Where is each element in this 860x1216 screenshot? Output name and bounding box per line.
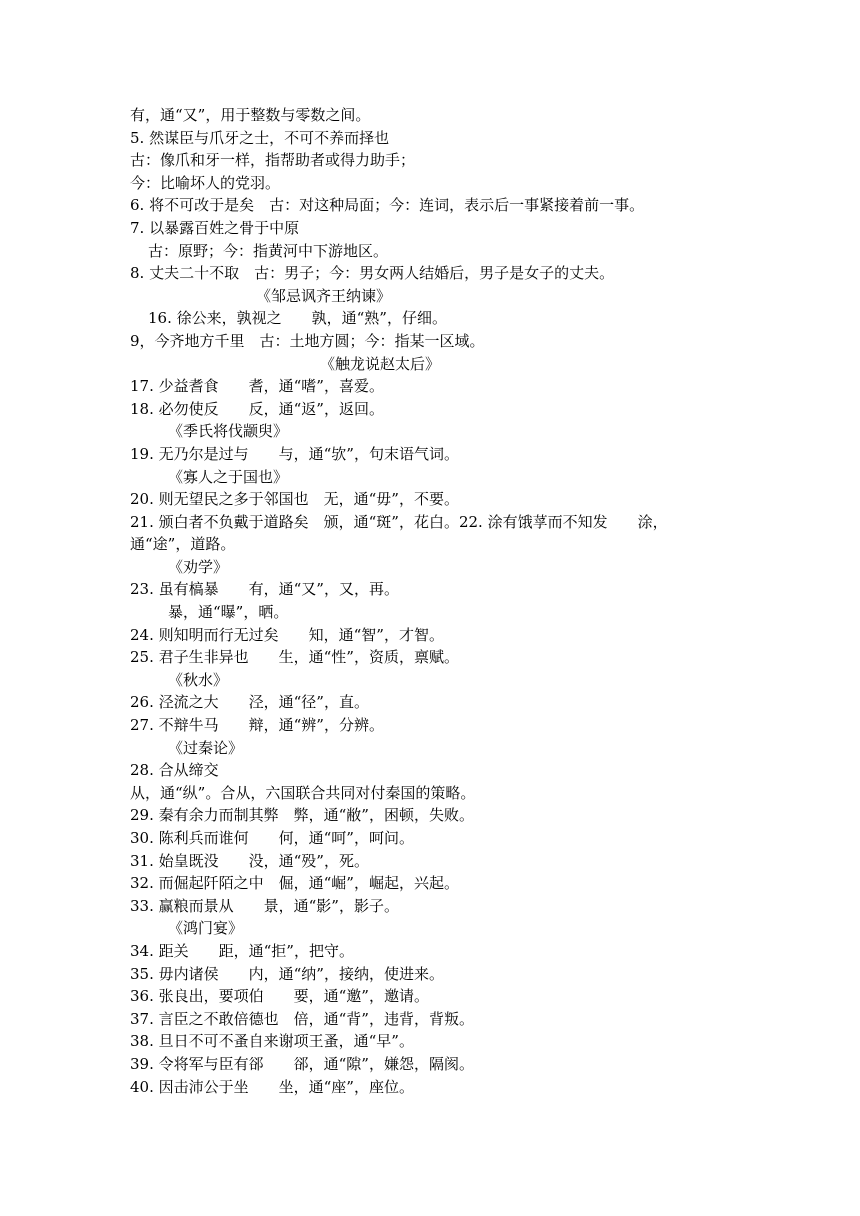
- entry-line: 37. 言臣之不敢倍德也 倍，通“背”，违背，背叛。: [130, 1009, 474, 1028]
- entry-line: 5. 然谋臣与爪牙之士，不可不养而择也: [130, 128, 390, 147]
- section-title: 《邹忌讽齐王纳谏》: [256, 286, 392, 305]
- text-line: 古：像爪和牙一样，指帮助者或得力助手；: [130, 151, 416, 170]
- entry-line: 35. 毋内诸侯 内，通“纳”，接纳，使进来。: [130, 964, 444, 983]
- entry-line: 33. 赢粮而景从 景，通“影”，影子。: [130, 896, 399, 915]
- entry-line: 32. 而倔起阡陌之中 倔，通“崛”，崛起，兴起。: [130, 874, 459, 893]
- text-line: 从，通“纵”。合从，六国联合共同对付秦国的策略。: [130, 783, 476, 802]
- entry-line: 19. 无乃尔是过与 与，通“欤”，句末语气词。: [130, 444, 459, 463]
- entry-line: 21. 颁白者不负戴于道路矣 颁，通“斑”，花白。22. 涂有饿莩而不知发 涂，: [130, 512, 668, 531]
- section-title: 《鸿门宴》: [168, 919, 244, 938]
- entry-line: 7. 以暴露百姓之骨于中原: [130, 218, 300, 237]
- section-title: 《寡人之于国也》: [168, 467, 289, 486]
- section-title: 《过秦论》: [168, 738, 244, 757]
- entry-line: 28. 合从缔交: [130, 761, 219, 780]
- entry-line: 25. 君子生非异也 生，通“性”，资质，禀赋。: [130, 648, 459, 667]
- entry-line: 26. 泾流之大 泾，通“径”，直。: [130, 693, 369, 712]
- document-body: [130, 104, 736, 1098]
- entry-line: 27. 不辩牛马 辩，通“辨”，分辨。: [130, 716, 384, 735]
- entry-line: 20. 则无望民之多于邻国也 无，通“毋”，不要。: [130, 490, 459, 509]
- entry-line: 24. 则知明而行无过矣 知，通“智”，才智。: [130, 625, 444, 644]
- entry-line: 38. 旦日不可不蚤自来谢项王蚤，通“早”。: [130, 1032, 414, 1051]
- entry-line: 39. 令将军与臣有郤 郤，通“隙”，嫌怨，隔阂。: [130, 1054, 474, 1073]
- entry-line: 17. 少益耆食 耆，通“嗜”，喜爱。: [130, 377, 384, 396]
- entry-line: 8. 丈夫二十不取 古：男子；今：男女两人结婚后，男子是女子的丈夫。: [130, 264, 615, 283]
- text-line: 通“途”，道路。: [130, 535, 236, 554]
- section-title: 《季氏将伐颛臾》: [168, 422, 289, 441]
- entry-line: 36. 张良出，要项伯 要，通“邀”，邀请。: [130, 987, 429, 1006]
- section-title: 《秋水》: [168, 670, 229, 689]
- entry-line: 29. 秦有余力而制其弊 弊，通“敝”，困顿，失败。: [130, 806, 474, 825]
- text-line: 今：比喻坏人的党羽。: [130, 173, 281, 192]
- text-line: 暴，通“曝”，晒。: [168, 603, 289, 622]
- entry-line: 16. 徐公来，孰视之 孰，通“熟”，仔细。: [148, 309, 447, 328]
- entry-line: 18. 必勿使反 反，通“返”，返回。: [130, 399, 384, 418]
- entry-line: 31. 始皇既没 没，通“殁”，死。: [130, 851, 369, 870]
- text-line: 有，通“又”，用于整数与零数之间。: [130, 106, 371, 124]
- entry-line: 6. 将不可改于是矣 古：对这种局面；今：连词，表示后一事紧接着前一事。: [130, 196, 645, 215]
- section-title: 《触龙说赵太后》: [320, 354, 441, 373]
- text-line: 古：原野；今：指黄河中下游地区。: [148, 241, 389, 260]
- entry-line: 30. 陈利兵而谁何 何，通“呵”，呵问。: [130, 829, 414, 847]
- entry-line: 23. 虽有槁暴 有，通“又”，又，再。: [130, 580, 399, 599]
- entry-line: 40. 因击沛公于坐 坐，通“座”，座位。: [130, 1077, 414, 1096]
- entry-line: 34. 距关 距，通“拒”，把守。: [130, 941, 354, 960]
- entry-line: 9，今齐地方千里 古：土地方圆；今：指某一区域。: [130, 331, 485, 350]
- section-title: 《劝学》: [168, 557, 229, 576]
